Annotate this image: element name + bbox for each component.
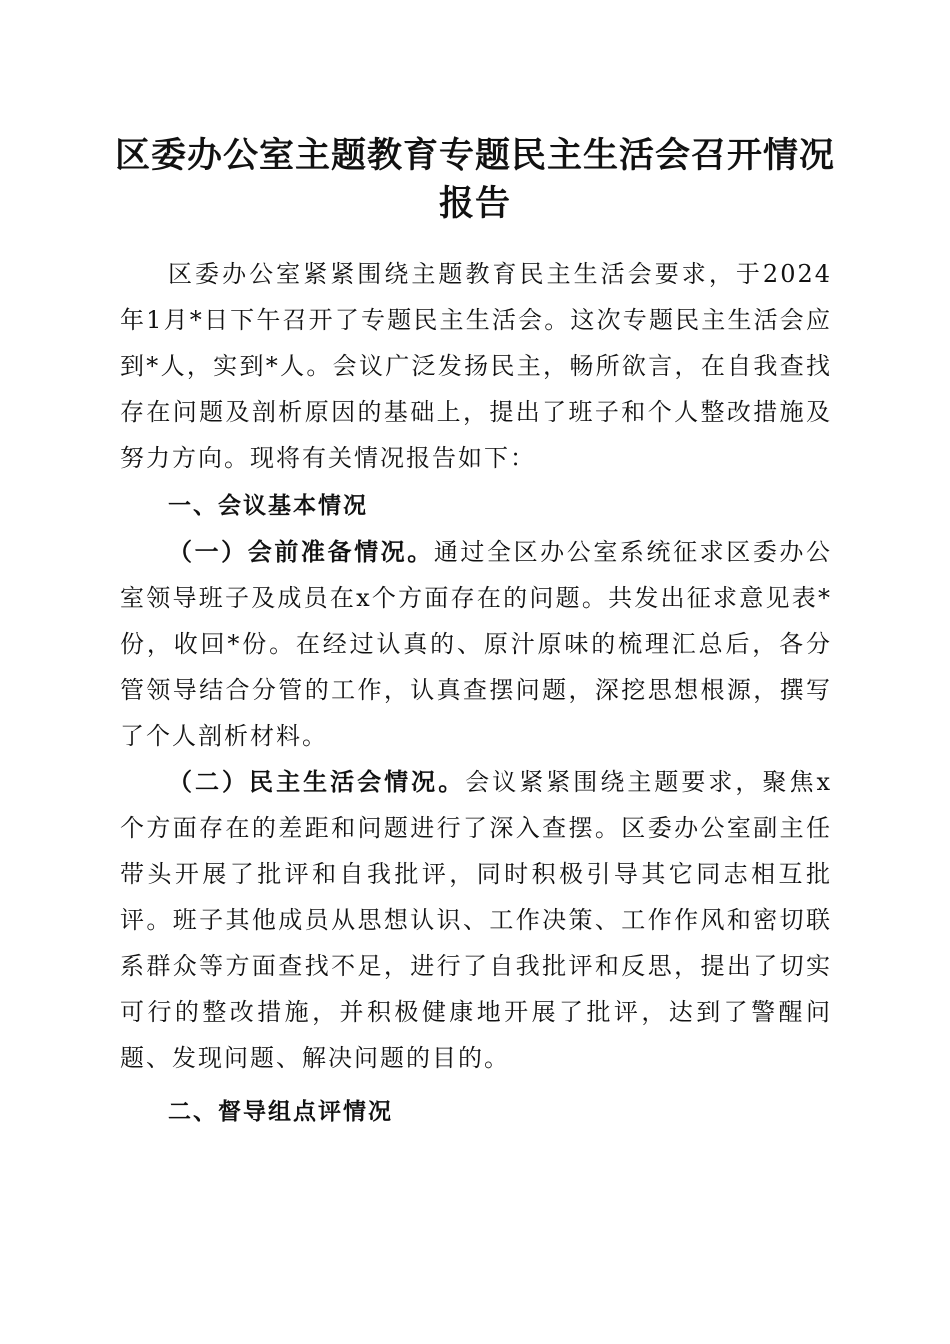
- section-1-sub-1-paragraph: [120, 529, 832, 759]
- section-2-heading: 二、督导组点评情况: [168, 1099, 393, 1125]
- section-1-sub-1-text: 通过全区办公室系统征求区委办公室领导班子及成员在x个方面存在的问题。共发出征求意见表*份，收回*份。在经过认真的、原汁原味的梳理汇总后，各分管领导结合分管的工作，认真查摆问题，深挖思想根源，撰写了个人剖析材料。: [120, 538, 833, 750]
- title-line-1: 区委办公室主题教育专题民主生活会召开情况: [114, 135, 835, 176]
- section-1-sub-2-text: 会议紧紧围绕主题要求，聚焦x个方面存在的差距和问题进行了深入查摆。区委办公室副主任带头开展了批评和自我批评，同时积极引导其它同志相互批评。班子其他成员从思想认识、工作决策、工作作风和密切联系群众等方面查找不足，进行了自我批评和反思，提出了切实可行的整改措施，并积极健康地开展了批评，达到了警醒问题、发现问题、解决问题的目的。: [120, 768, 832, 1072]
- section-1-sub-1-lead: （一）会前准备情况。: [168, 537, 434, 566]
- section-1-heading: 一、会议基本情况: [168, 493, 368, 519]
- section-1-sub-2-paragraph: [120, 759, 832, 1081]
- document-title: [80, 132, 870, 228]
- section-1-sub-2-lead: （二）民主生活会情况。: [168, 767, 466, 796]
- intro-paragraph: 区委办公室紧紧围绕主题教育民主生活会要求，于2024年1月*日下午召开了专题民主生活会。这次专题民主生活会应到*人，实到*人。会议广泛发扬民主，畅所欲言，在自我查找存在问题及剖析原因的基础上，提出了班子和个人整改措施及努力方向。现将有关情况报告如下：: [120, 260, 832, 472]
- document-body: [120, 251, 832, 1135]
- title-line-2: 报告: [438, 183, 511, 224]
